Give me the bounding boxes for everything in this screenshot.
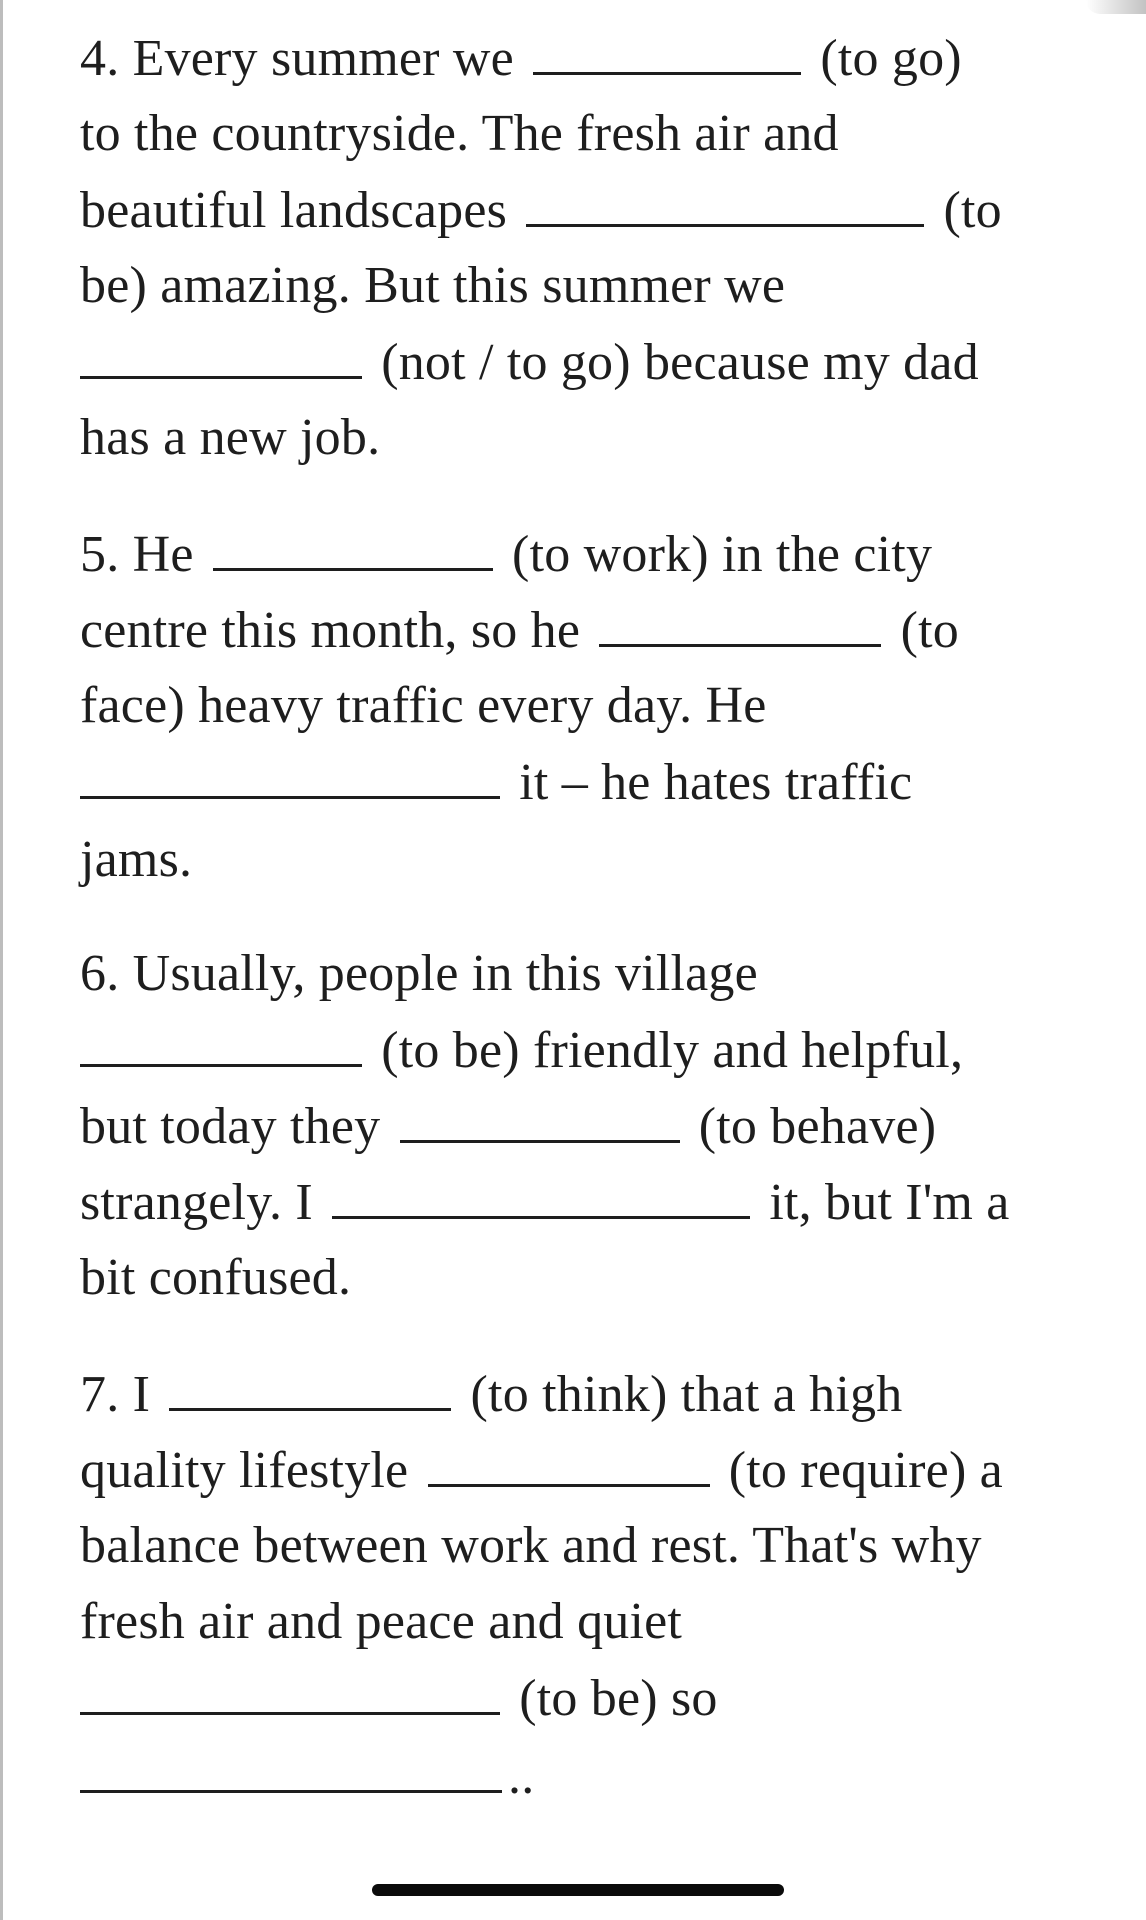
exercise-7-line-1: 7. I (to think) that a high: [80, 1362, 902, 1427]
exercise-6-line-1: 6. Usually, people in this village: [80, 945, 758, 1002]
exercise-4-line-6: has a new job.: [80, 409, 381, 466]
exercise-5-line-2: centre this month, so he (to: [80, 598, 959, 663]
exercise-7-line-2: quality lifestyle (to require) a: [80, 1438, 1003, 1503]
answer-blank[interactable]: [213, 522, 493, 571]
exercise-7-line-3: balance between work and rest. That's why: [80, 1517, 982, 1574]
exercise-6-line-3: but today they (to behave): [80, 1094, 936, 1159]
answer-blank[interactable]: [80, 1744, 502, 1793]
answer-blank[interactable]: [332, 1170, 750, 1219]
answer-blank[interactable]: [428, 1438, 710, 1487]
exercise-5-line-5: jams.: [80, 831, 193, 888]
exercise-5-line-1: 5. He (to work) in the city: [80, 522, 932, 587]
answer-blank[interactable]: [400, 1094, 680, 1143]
exercise-4-line-1: 4. Every summer we (to go): [80, 26, 962, 91]
page-edge: [0, 0, 3, 1920]
answer-blank[interactable]: [169, 1362, 451, 1411]
corner-shadow: [1086, 0, 1146, 14]
exercise-6-line-2: (to be) friendly and helpful,: [80, 1018, 963, 1083]
answer-blank[interactable]: [533, 26, 801, 75]
answer-blank[interactable]: [80, 1018, 362, 1067]
answer-blank[interactable]: [599, 598, 881, 647]
home-indicator[interactable]: [372, 1884, 784, 1896]
exercise-4-line-4: be) amazing. But this summer we: [80, 257, 786, 314]
exercise-6-line-5: bit confused.: [80, 1249, 352, 1306]
exercise-6-line-4: strangely. I it, but I'm a: [80, 1170, 1010, 1235]
answer-blank[interactable]: [80, 750, 500, 799]
exercise-4-line-2: to the countryside. The fresh air and: [80, 105, 839, 162]
exercise-4-line-5: (not / to go) because my dad: [80, 330, 979, 395]
exercise-5-line-3: face) heavy traffic every day. He: [80, 677, 767, 734]
exercise-7-line-5: (to be) so: [80, 1666, 718, 1731]
exercise-5-line-4: it – he hates traffic: [80, 750, 912, 815]
answer-blank[interactable]: [80, 1666, 500, 1715]
exercise-4-line-3: beautiful landscapes (to: [80, 178, 1002, 243]
answer-blank[interactable]: [80, 330, 362, 379]
exercise-7-line-4: fresh air and peace and quiet: [80, 1593, 683, 1650]
exercise-7-line-6: ..: [80, 1744, 534, 1809]
answer-blank[interactable]: [526, 178, 924, 227]
